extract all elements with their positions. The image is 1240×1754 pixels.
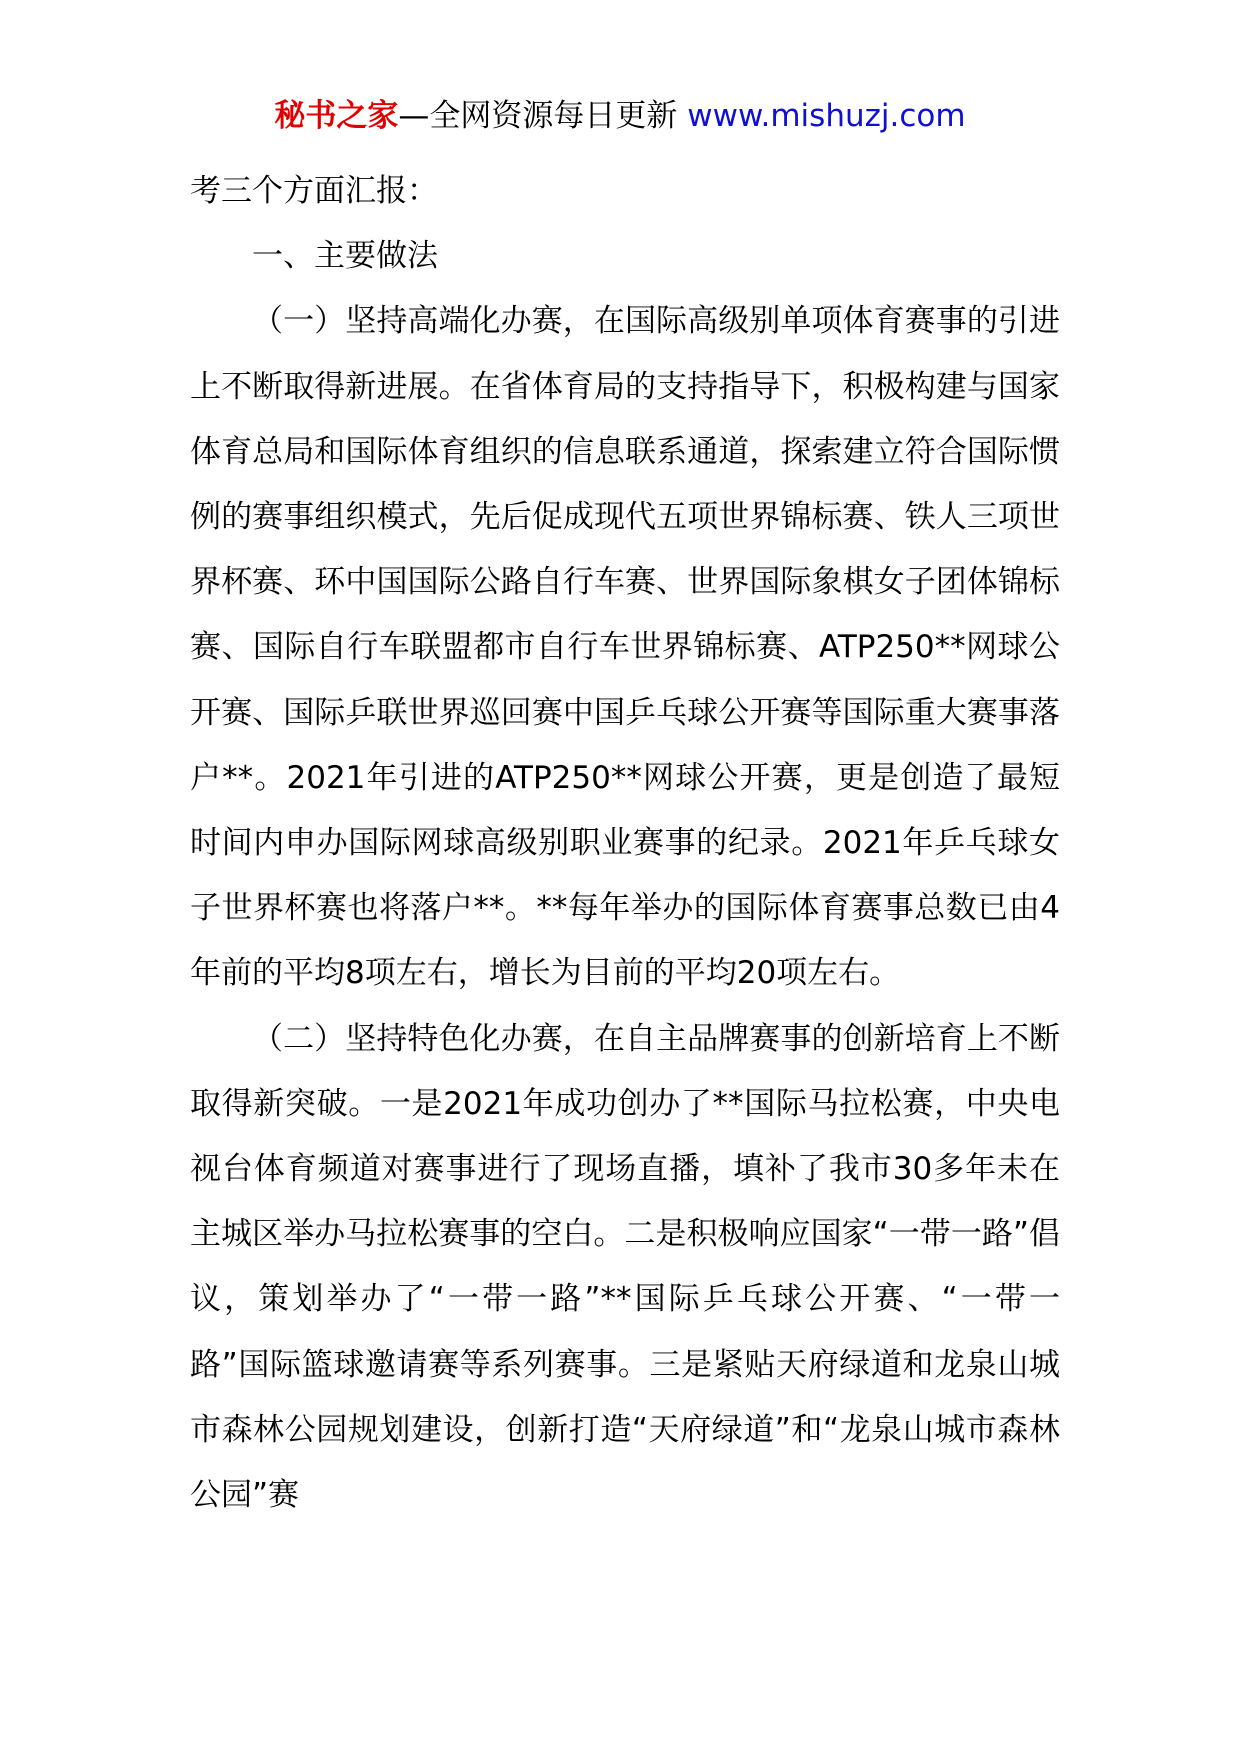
page-header <box>0 96 1240 136</box>
brand-name: 秘书之家 <box>274 98 399 134</box>
site-url: www.mishuzj.com <box>687 98 966 134</box>
header-tagline: —全网资源每日更新 <box>398 98 688 134</box>
paragraph-continuation: 考三个方面汇报： <box>190 173 438 209</box>
section-heading: 一、主要做法 <box>252 238 438 275</box>
paragraph-2: （二）坚持特色化办赛，在自主品牌赛事的创新培育上不断取得新突破。一是2021年成功创办了**国际马拉松赛，中央电视台体育频道对赛事进行了现场直播，填补了我市30多年未在主城区举办马拉松赛事的空白。二是积极响应国家“一带一路”倡议，策划举办了“一带一路”**国际乒乓球公开赛、“一带一路”国际篮球邀请赛等系列赛事。三是紧贴天府绿道和龙泉山城市森林公园规划建设，创新打造“天府绿道”和“龙泉山城市森林公园”赛 <box>190 1020 1060 1514</box>
document-body <box>190 159 1060 1528</box>
paragraph-1: （一）坚持高端化办赛，在国际高级别单项体育赛事的引进上不断取得新进展。在省体育局的支持指导下，积极构建与国家体育总局和国际体育组织的信息联系通道，探索建立符合国际惯例的赛事组织模式，先后促成现代五项世界锦标赛、铁人三项世界杯赛、环中国国际公路自行车赛、世界国际象棋女子团体锦标赛、国际自行车联盟都市自行车世界锦标赛、ATP250**网球公开赛、国际乒联世界巡回赛中国乒乓球公开赛等国际重大赛事落户**。2021年引进的ATP250**网球公开赛，更是创造了最短时间内申办国际网球高级别职业赛事的纪录。2021年乒乓球女子世界杯赛也将落户**。**每年举办的国际体育赛事总数已由4年前的平均8项左右，增长为目前的平均20项左右。 <box>190 303 1060 992</box>
